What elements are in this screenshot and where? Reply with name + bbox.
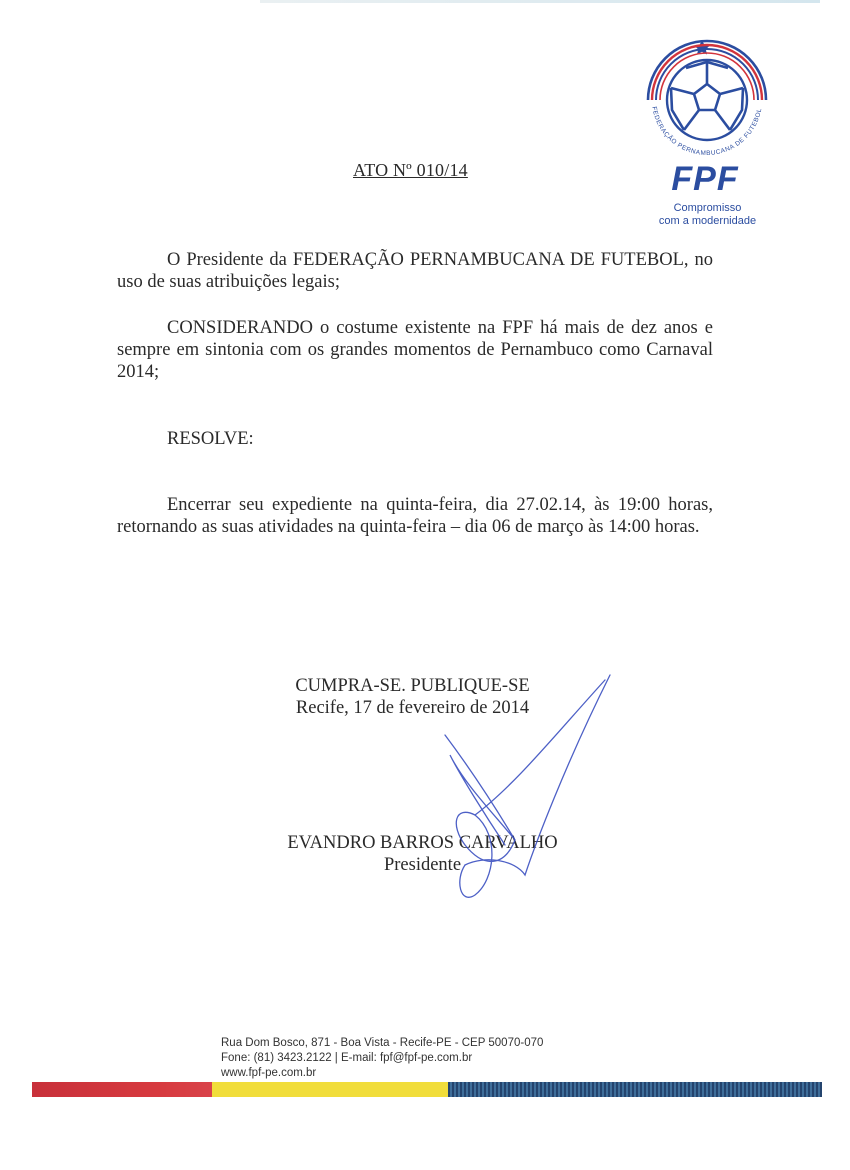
signer-block [250,832,595,876]
footer-contact [221,1036,543,1081]
signer-name: EVANDRO BARROS CARVALHO [287,833,558,853]
closing-date: Recife, 17 de fevereiro de 2014 [295,698,530,718]
svg-text:FEDERAÇÃO PERNAMBUCANA DE FUTE [650,106,763,157]
footer-stripe-blue [448,1082,822,1097]
footer-stripe-yellow [212,1082,448,1097]
paragraph-intro-text: O Presidente da FEDERAÇÃO PERNAMBUCANA DE FUTEBOL, no uso de suas atribuições legais; [117,250,713,292]
paragraph-resolve [117,428,713,450]
logo-acronym: FPF [671,160,739,198]
paragraph-decision [117,494,713,538]
footer-address: Rua Dom Bosco, 871 - Boa Vista - Recife-PE - CEP 50070-070 [221,1037,544,1049]
paragraph-considerando-text: CONSIDERANDO o costume existente na FPF há mais de dez anos e sempre em sintonia com os grandes momentos de Pernambuco como Carnaval 2014; [117,318,713,382]
document-title: ATO Nº 010/14 [353,160,468,180]
paragraph-considerando [117,317,713,383]
footer-website: www.fpf-pe.com.br [221,1067,317,1079]
signer-role: Presidente [383,855,462,875]
logo-tagline [640,202,775,228]
closing-block [250,675,575,719]
logo-tagline-line1: Compromisso [673,202,742,214]
paragraph-resolve-text: RESOLVE: [167,429,254,449]
closing-publish: CUMPRA-SE. PUBLIQUE-SE [295,676,530,696]
top-edge-line [260,0,820,3]
logo-ring-text: FEDERAÇÃO PERNAMBUCANA DE FUTEBOL [650,106,764,158]
footer-phone-email: Fone: (81) 3423.2122 | E-mail: fpf@fpf-pe.com.br [221,1052,473,1064]
paragraph-decision-text: Encerrar seu expediente na quinta-feira, dia 27.02.14, às 19:00 horas, retornando as suas atividades na quinta-feira – dia 06 de março às 14:00 horas. [117,495,713,537]
football-icon [671,62,743,130]
paragraph-intro [117,249,713,293]
logo-tagline-line2: com a modernidade [658,215,757,227]
footer-stripe-red [32,1082,212,1097]
